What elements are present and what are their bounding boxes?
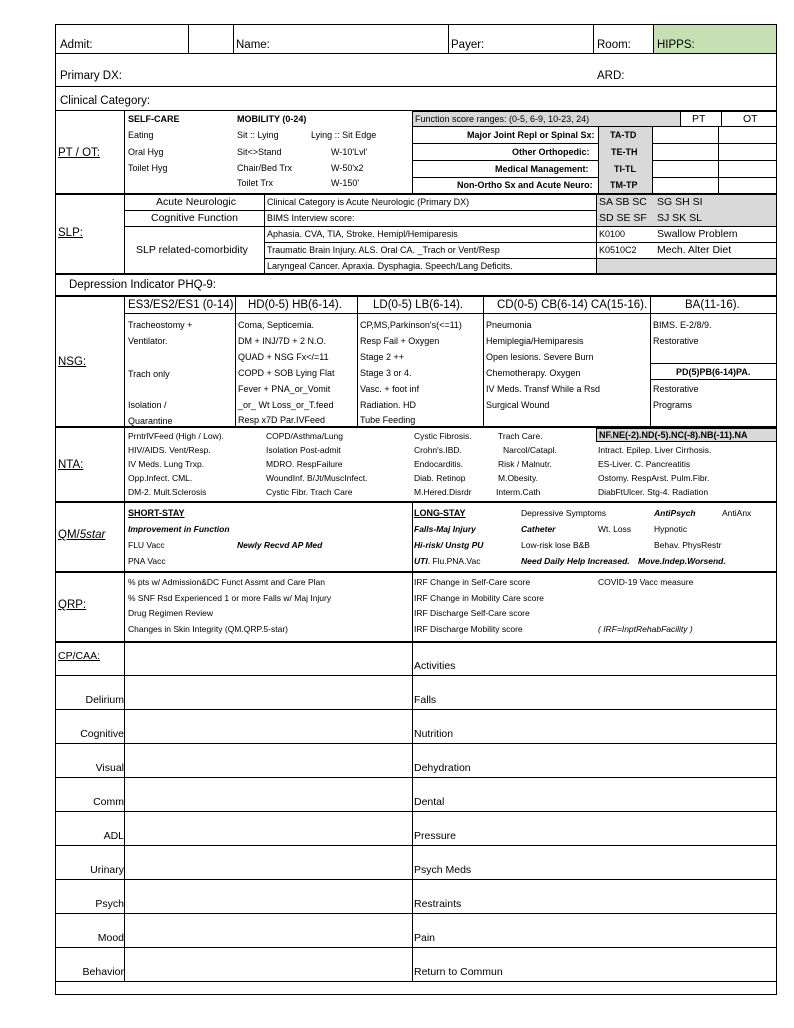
nta-item: MDRO. RespFailure [266,459,343,469]
self-care-item: Toilet Hyg [128,163,168,173]
slp-comorbidity-label: SLP related-comorbidity [136,244,248,256]
slp-codes: SG SH SI [657,196,703,208]
caa-area: Visual [95,762,124,774]
nsg-col-header: HD(0-5) HB(6-14). [248,299,342,311]
admit-label: Admit: [60,39,93,51]
category-code: TA-TD [610,130,637,140]
caa-area: Psych [95,898,124,910]
nsg-item: Trach only [128,369,170,379]
category-label: Major Joint Repl or Spinal Sx: [467,130,595,140]
nsg-item: Pneumonia [486,320,532,330]
nta-item: M.Obesity. [498,473,538,483]
clinical-category-label: Clinical Category: [60,95,151,107]
self-care-item: Eating [128,130,154,140]
qm-item: Wt. Loss [598,524,632,534]
nta-item: Cystic Fibrosis. [414,431,472,441]
qm-item: Improvement in Function [128,524,230,534]
nta-item: Isolation Post-admit [266,445,341,455]
slp-label: SLP: [58,227,83,239]
name-label: Name: [236,39,270,51]
slp-row: Laryngeal Cancer. Apraxia. Dysphagia. Speech/Lang Deficits. [267,261,513,271]
k0510c2-code: K0510C2 [599,245,637,255]
nsg-item: Fever + PNA_or_Vomit [238,384,331,394]
nsg-item: Restorative [653,336,699,346]
nsg-col-header: CD(0-5) CB(6-14) CA(15-16). [497,299,648,311]
caa-area: Urinary [90,864,124,876]
caa-area: Dental [414,796,445,808]
mobility-item: W-10'Lvl' [331,147,368,157]
nta-label: NTA: [58,459,84,471]
nsg-item: Open lesions. Severe Burn [486,352,594,362]
mobility-item: Chair/Bed Trx [237,163,293,173]
qm-item: Behav. PhysRestr [654,540,722,550]
nta-item: Narcol/Catapl. [503,445,557,455]
caa-area: Restraints [414,898,462,910]
acute-neuro-label: Acute Neurologic [156,196,236,208]
nta-item: Risk / Malnutr. [498,459,552,469]
mech-alter-diet: Mech. Alter Diet [657,244,732,256]
caa-area: Activities [414,660,456,672]
qm-item: Need Daily Help Increased. [521,556,630,566]
nta-item: Trach Care. [498,431,543,441]
qrp-item: % SNF Rsd Experienced 1 or more Falls w/ Maj Injury [128,593,332,603]
hipps-label: HIPPS: [657,39,695,51]
slp-codes: SD SE SF [599,212,647,224]
nsg-item: Coma, Septicemia. [238,320,315,330]
nta-item: M.Hered.Disrdr [414,487,472,497]
pt-col-label: PT [692,113,706,125]
covid-vacc-measure: COVID-19 Vacc measure [598,577,694,587]
slp-row: Traumatic Brain Injury. ALS. Oral CA. _Trach or Vent/Resp [267,245,500,255]
mobility-item: Sit<>Stand [237,147,282,157]
irf-note: ( IRF=InptRehabFacility ) [598,624,693,634]
qrp-item: Drug Regimen Review [128,608,214,618]
caa-area: Cognitive [80,728,124,740]
nsg-item: Resp x7D Par.IVFeed [238,415,326,425]
cp-caa-section [55,642,777,982]
qm-item: Newly Recvd AP Med [237,540,323,550]
nta-item: WoundInf. B/Jt/MuscInfect. [266,473,368,483]
nsg-item: PD(5)PB(6-14)PA. [676,367,751,377]
primary-dx-label: Primary DX: [60,70,122,82]
category-label: Other Orthopedic: [512,147,590,157]
qm-item: Depressive Symptoms [521,508,607,518]
caa-area: Delirium [85,694,124,706]
caa-area: Pain [414,932,436,944]
slp-codes: SA SB SC [599,196,647,208]
nsg-item: Surgical Wound [486,400,550,410]
ard-label: ARD: [597,70,625,82]
nsg-col-header: LD(0-5) LB(6-14). [373,299,464,311]
nsg-item: BIMS. E-2/8/9. [653,320,712,330]
caa-area: Nutrition [414,728,454,740]
nsg-item: Programs [653,400,693,410]
nta-item: DiabFtUlcer. Stg-4. Radiation [598,487,709,497]
caa-area: Dehydration [414,762,471,774]
nsg-item: Restorative [653,384,699,394]
caa-area: ADL [103,830,124,842]
qm-item: Catheter [521,524,556,534]
nta-item: Crohn's.IBD. [414,445,462,455]
slp-row: Clinical Category is Acute Neurologic (Primary DX) [267,197,470,207]
nta-item: PrntrlVFeed (High / Low). [128,431,224,441]
qrp-label: QRP: [58,599,87,611]
nsg-item: DM + INJ/7D + 2 N.O. [238,336,327,346]
nsg-item: Hemiplegia/Hemiparesis [486,336,584,346]
self-care-heading: SELF-CARE [128,114,180,124]
depression-label: Depression Indicator PHQ-9: [69,279,217,291]
nsg-item: Tracheostomy + [128,320,193,330]
nta-item: COPD/Asthma/Lung [266,431,344,441]
short-stay-heading: SHORT-STAY [128,508,185,518]
nta-item: DM-2. Mult.Sclerosis [128,487,207,497]
qrp-item: IRF Change in Self-Care score [414,577,531,587]
mds-worksheet [55,24,777,996]
qm-item: Hypnotic [654,524,688,534]
category-code: TE-TH [611,147,638,157]
caa-area: Mood [97,932,124,944]
nsg-item: Ventilator. [128,336,168,346]
mobility-item: Toilet Trx [237,178,274,188]
nsg-item: CP,MS,Parkinson's(<=11) [360,320,462,330]
footer-row [55,981,777,995]
qrp-item: IRF Discharge Self-Care score [414,608,530,618]
qm-item: Hi-risk/ Unstg PU [414,540,484,550]
nta-item: Cystic Fibr. Trach Care [266,487,353,497]
nta-item: ES-Liver. C. Pancreatitis [598,459,691,469]
nta-item: Interm.Cath [496,487,541,497]
payer-label: Payer: [451,39,485,51]
cognitive-function-label: Cognitive Function [151,212,238,224]
ot-col-label: OT [743,113,758,125]
nsg-item: Stage 3 or 4. [360,368,412,378]
qm-item: AntiPsych [654,508,696,518]
nta-item: Intract. Epilep. Liver Cirrhosis. [598,445,712,455]
qm-item: UTI. Flu.PNA.Vac [414,556,481,566]
qm-item: Falls-Maj Injury [414,524,476,534]
mobility-item: Sit :: Lying [237,130,279,140]
nta-item: Opp.Infect. CML. [128,473,193,483]
category-code: TM-TP [610,180,638,190]
swallow-problem: Swallow Problem [657,228,738,240]
nta-header: NF.NE(-2).ND(-5).NC(-8).NB(-11).NA [599,430,748,440]
nta-item: IV Meds. Lung Trxp. [128,459,205,469]
nta-item: Diab. Retinop [414,473,466,483]
qm-item: Low-risk lose B&B [521,540,590,550]
nta-item: HIV/AIDS. Vent/Resp. [128,445,211,455]
caa-area: Behavior [82,966,124,978]
caa-area: Pressure [414,830,457,842]
category-label: Medical Management: [495,164,589,174]
nsg-item: Chemotherapy. Oxygen [486,368,581,378]
caa-area: Psych Meds [414,864,472,876]
qm-item: FLU Vacc [128,540,165,550]
nsg-item: IV Meds. Transf While a Rsd [486,384,601,394]
k0100-code: K0100 [599,229,626,239]
caa-area: Return to Commun [414,966,503,978]
nsg-item: Quarantine [128,416,173,426]
nsg-item: Vasc. + foot inf [360,384,420,394]
qrp-item: IRF Discharge Mobility score [414,624,523,634]
nta-item: Endocarditis. [414,459,464,469]
mobility-item: W-150' [331,178,360,188]
mobility-item: Lying :: Sit Edge [311,130,377,140]
nsg-item: Tube Feeding [360,415,416,425]
nsg-item: Radiation. HD [360,400,417,410]
self-care-item: Oral Hyg [128,147,164,157]
nsg-item: Isolation / [128,400,167,410]
cp-caa-label: CP/CAA: [58,650,101,662]
qrp-item: IRF Change in Mobility Care score [414,593,544,603]
clinical-category-row[interactable] [55,86,777,111]
nsg-col-header: ES3/ES2/ES1 (0-14) [128,299,234,311]
qrp-item: % pts w/ Admission&DC Funct Assmt and Care Plan [128,577,325,587]
qrp-item: Changes in Skin Integrity (QM.QRP.5-star) [128,624,288,634]
category-label: Non-Ortho Sx and Acute Neuro: [457,180,593,190]
nsg-item: _or_ Wt Loss_or_T.feed [238,400,334,410]
function-score-ranges: Function score ranges: (0-5, 6-9, 10-23, 24) [415,114,590,124]
nta-item: Ostomy. RespArst. Pulm.Fibr. [598,473,710,483]
slp-row: Aphasia. CVA, TIA, Stroke. Hemipl/Hemiparesis [267,229,458,239]
mobility-item: W-50'x2 [331,163,364,173]
qm-item: Move.Indep.Worsend. [638,556,726,566]
nsg-col-header: BA(11-16). [685,299,740,311]
mobility-heading: MOBILITY (0-24) [237,114,307,124]
nsg-item: QUAD + NSG Fx</=11 [238,352,329,362]
category-code: TI-TL [614,164,636,174]
qm-label: QM/5star [58,529,106,541]
qm-item: PNA Vacc [128,556,166,566]
room-label: Room: [597,39,631,51]
primary-dx-row[interactable] [55,53,777,87]
qm-item: AntiAnx [722,508,752,518]
slp-codes: SJ SK SL [657,212,702,224]
nsg-item: COPD + SOB Lying Flat [238,368,335,378]
nsg-item: Stage 2 ++ [360,352,405,362]
slp-row: BIMS Interview score: [267,213,355,223]
long-stay-heading: LONG-STAY [414,508,466,518]
caa-area: Comm [93,796,124,808]
nsg-label: NSG: [58,356,87,368]
pt-ot-label: PT / OT: [58,147,100,159]
nsg-item: Resp Fail + Oxygen [360,336,440,346]
caa-area: Falls [414,694,437,706]
